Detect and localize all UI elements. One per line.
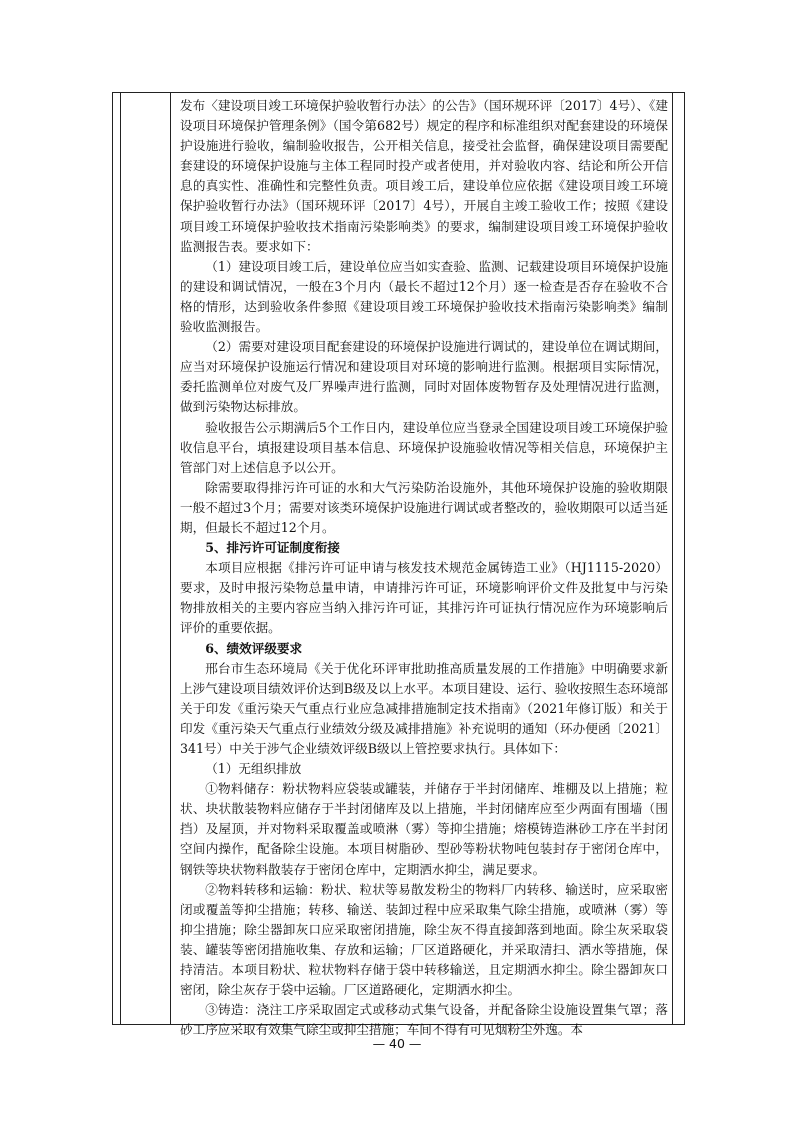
paragraph-continued-intro: 发布〈建设项目竣工环境保护验收暂行办法〉的公告》（国环规环评〔2017〕4号）、《建设项目环境保护管理条例》（国令第682号）规定的程序和标准组织对配套建设的环境保护设施进行验收，编制验收报告，公开相关信息，接受社会监督，确保建设项目需要配套建设的环境保护设施与主体工程同时投产或者使用，并对验收内容、结论和所公开信息的真实性、准确性和完整性负责。项目竣工后，建设单位应依据《建设项目竣工环境保护验收暂行办法》（国环规环评〔2017〕4号），开展自主竣工验收工作；按照《建设项目竣工环境保护验收技术指南污染影响类》的要求，编制建设项目竣工环境保护验收监测报告表。要求如下： — [180, 98, 668, 254]
paragraph-acceptance-period: 除需要取得排污许可证的水和大气污染防治设施外，其他环境保护设施的验收期限一般不超过3个月；需要对该类环境保护设施进行调试或者整改的，验收期限可以适当延期，但最长不超过12个月。 — [180, 479, 668, 535]
paragraph-acceptance-item-1: （1）建设项目竣工后，建设单位应当如实查验、监测、记载建设项目环境保护设施的建设和调试情况，一般在3个月内（最长不超过12个月）逐一检查是否存在验收不合格的情形，达到验收条件参照《建设项目竣工环境保护验收技术指南污染影响类》编制验收监测报告。 — [180, 258, 668, 335]
section-heading-permit: 5、排污许可证制度衔接 — [205, 540, 340, 556]
table-column-divider — [672, 93, 673, 1024]
table-frame — [112, 92, 685, 1038]
paragraph-report-publicity: 验收报告公示期满后5个工作日内，建设单位应当登录全国建设项目竣工环境保护验收信息平台，填报建设项目基本信息、环境保护设施验收情况等相关信息，环境保护主管部门对上述信息予以公开。 — [180, 419, 668, 475]
paragraph-casting: ③铸造：浇注工序采取固定式或移动式集气设备，并配备除尘设施设置集气罩；落砂工序应采取有效集气除尘或抑尘措施；车间不得有可见烟粉尘外逸。本 — [180, 1002, 668, 1038]
paragraph-acceptance-item-2: （2）需要对建设项目配套建设的环境保护设施进行调试的，建设单位在调试期间，应当对环境保护设施运行情况和建设项目对环境的影响进行监测。根据项目实际情况，委托监测单位对废气及厂界噪声进行监测，同时对固体废物暂存及处理情况进行监测，做到污染物达标排放。 — [180, 339, 668, 415]
table-column-divider — [170, 93, 171, 1024]
section-heading-performance: 6、绩效评级要求 — [205, 640, 303, 656]
table-content-cell — [180, 96, 668, 1040]
table-column-divider — [120, 93, 121, 1024]
paragraph-material-storage: ①物料储存：粉状物料应袋装或罐装，并储存于半封闭储库、堆棚及以上措施；粒状、块状散装物料应储存于半封闭储库及以上措施，半封闭储库应至少两面有围墙（围挡）及屋顶，并对物料采取覆盖或喷淋（雾）等抑尘措施；熔模铸造淋砂工序在半封闭空间内操作，配备除尘设施。本项目树脂砂、型砂等粉状物吨包装封存于密闭仓库中，钢铁等块状物料散装存于密闭仓库中，定期洒水抑尘，满足要求。 — [180, 781, 668, 877]
page-number: — 40 — — [372, 1036, 422, 1051]
paragraph-material-transfer: ②物料转移和运输：粉状、粒状等易散发粉尘的物料厂内转移、输送时，应采取密闭或覆盖等抑尘措施；转移、输送、装卸过程中应采取集气除尘措施，或喷淋（雾）等抑尘措施；除尘器卸灰口应采取密闭措施，除尘灰不得直接卸落到地面。除尘灰采取袋装、罐装等密闭措施收集、存放和运输；厂区道路硬化，并采取清扫、洒水等措施，保持清洁。本项目粉状、粒状物料存储于袋中转移输送，且定期洒水抑尘。除尘器卸灰口密闭，除尘灰存于袋中运输。厂区道路硬化，定期洒水抑尘。 — [180, 881, 668, 998]
paragraph-permit: 本项目应根据《排污许可证申请与核发技术规范金属铸造工业》（HJ1115-2020）要求，及时申报污染物总量申请，申请排污许可证，环境影响评价文件及批复中与污染物排放相关的主要内容应当纳入排污许可证，其排污许可证执行情况应作为环境影响后评价的重要依据。 — [180, 560, 668, 636]
paragraph-performance: 邢台市生态环境局《关于优化环评审批助推高质量发展的工作措施》中明确要求新上涉气建设项目绩效评价达到B级及以上水平。本项目建设、运行、验收按照生态环境部关于印发《重污染天气重点行业应急减排措施制定技术指南》（2021年修订版）和关于印发《重污染天气重点行业绩效分级及减排措施》补充说明的通知（环办便函〔2021〕341号）中关于涉气企业绩效评级B级以上管控要求执行。具体如下： — [180, 660, 668, 756]
subheading-fugitive-emission: （1）无组织排放 — [205, 761, 302, 777]
